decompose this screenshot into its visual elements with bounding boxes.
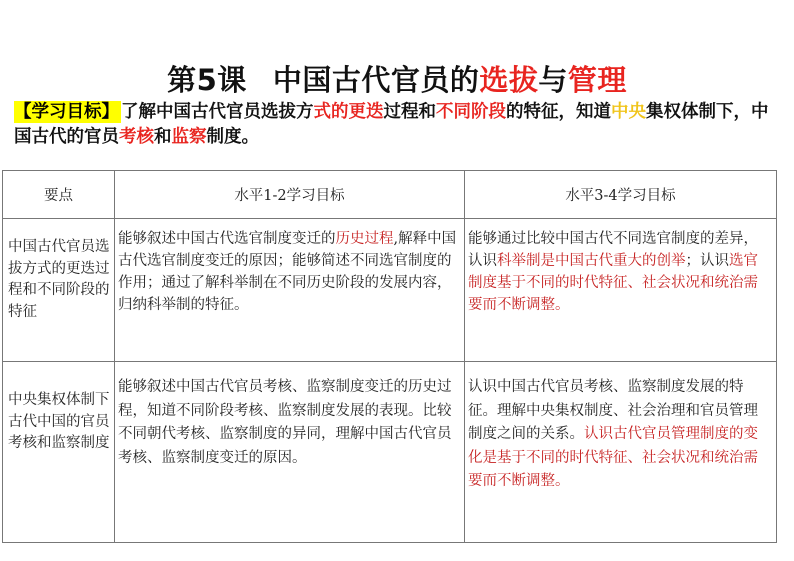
row1-level-3-4: 能够通过比较中国古代不同选官制度的差异，认识科举制是中国古代重大的创举；认识选官制度基于不同的时代特征、社会状况和统治需要而不断调整。	[465, 219, 777, 362]
header-level-3-4: 水平3-4学习目标	[465, 171, 777, 219]
objective-text: 制度。	[206, 127, 259, 147]
objectives-table	[2, 170, 777, 543]
title-highlight-selection: 选拔	[479, 63, 539, 97]
objective-highlight: 监察	[171, 127, 207, 147]
objective-highlight-yellow: 中央	[611, 102, 646, 122]
table-header-row	[3, 171, 777, 219]
header-key-points: 要点	[3, 171, 115, 219]
table-row	[3, 219, 777, 362]
lesson-title	[0, 60, 794, 100]
lesson-number: 第5课	[167, 63, 247, 97]
row1-level-1-2: 能够叙述中国古代选官制度变迁的历史过程,解释中国古代选官制度变迁的原因；能够简述不同选官制度的作用；通过了解科举制在不同历史阶段的发展内容，归纳科举制的特征。	[115, 219, 465, 362]
objective-highlight: 式的更迭	[313, 102, 384, 122]
objective-text: 和	[154, 127, 172, 147]
title-highlight-management: 管理	[567, 63, 627, 97]
learning-objective	[14, 100, 784, 150]
row2-level-3-4: 认识中国古代官员考核、监察制度发展的特征。理解中央集权制度、社会治理和官员管理制度之间的关系。认识古代官员管理制度的变化是基于不同的时代特征、社会状况和统治需要而不断调整。	[465, 362, 777, 543]
title-connector: 与	[538, 63, 568, 97]
objective-tag: 【学习目标】	[14, 102, 119, 122]
row1-key: 中国古代官员选拔方式的更迭过程和不同阶段的特征	[3, 219, 115, 362]
objective-text: 了解中国古代官员选拔方	[121, 102, 314, 122]
row2-level-1-2: 能够叙述中国古代官员考核、监察制度变迁的历史过程，知道不同阶段考核、监察制度发展的表现。比较不同朝代考核、监察制度的异同，理解中国古代官员考核、监察制度变迁的原因。	[115, 362, 465, 543]
objective-text: 集权体制下，中国古代的官员	[14, 102, 769, 147]
row2-key: 中央集权体制下古代中国的官员考核和监察制度	[3, 362, 115, 543]
objective-text: 过程和	[383, 102, 436, 122]
table-row	[3, 362, 777, 543]
objective-highlight: 不同阶段	[436, 102, 506, 122]
header-level-1-2: 水平1-2学习目标	[115, 171, 465, 219]
objective-text: 的特征，知道	[506, 102, 611, 122]
objective-highlight: 考核	[119, 127, 154, 147]
title-main: 中国古代官员的	[272, 63, 480, 97]
